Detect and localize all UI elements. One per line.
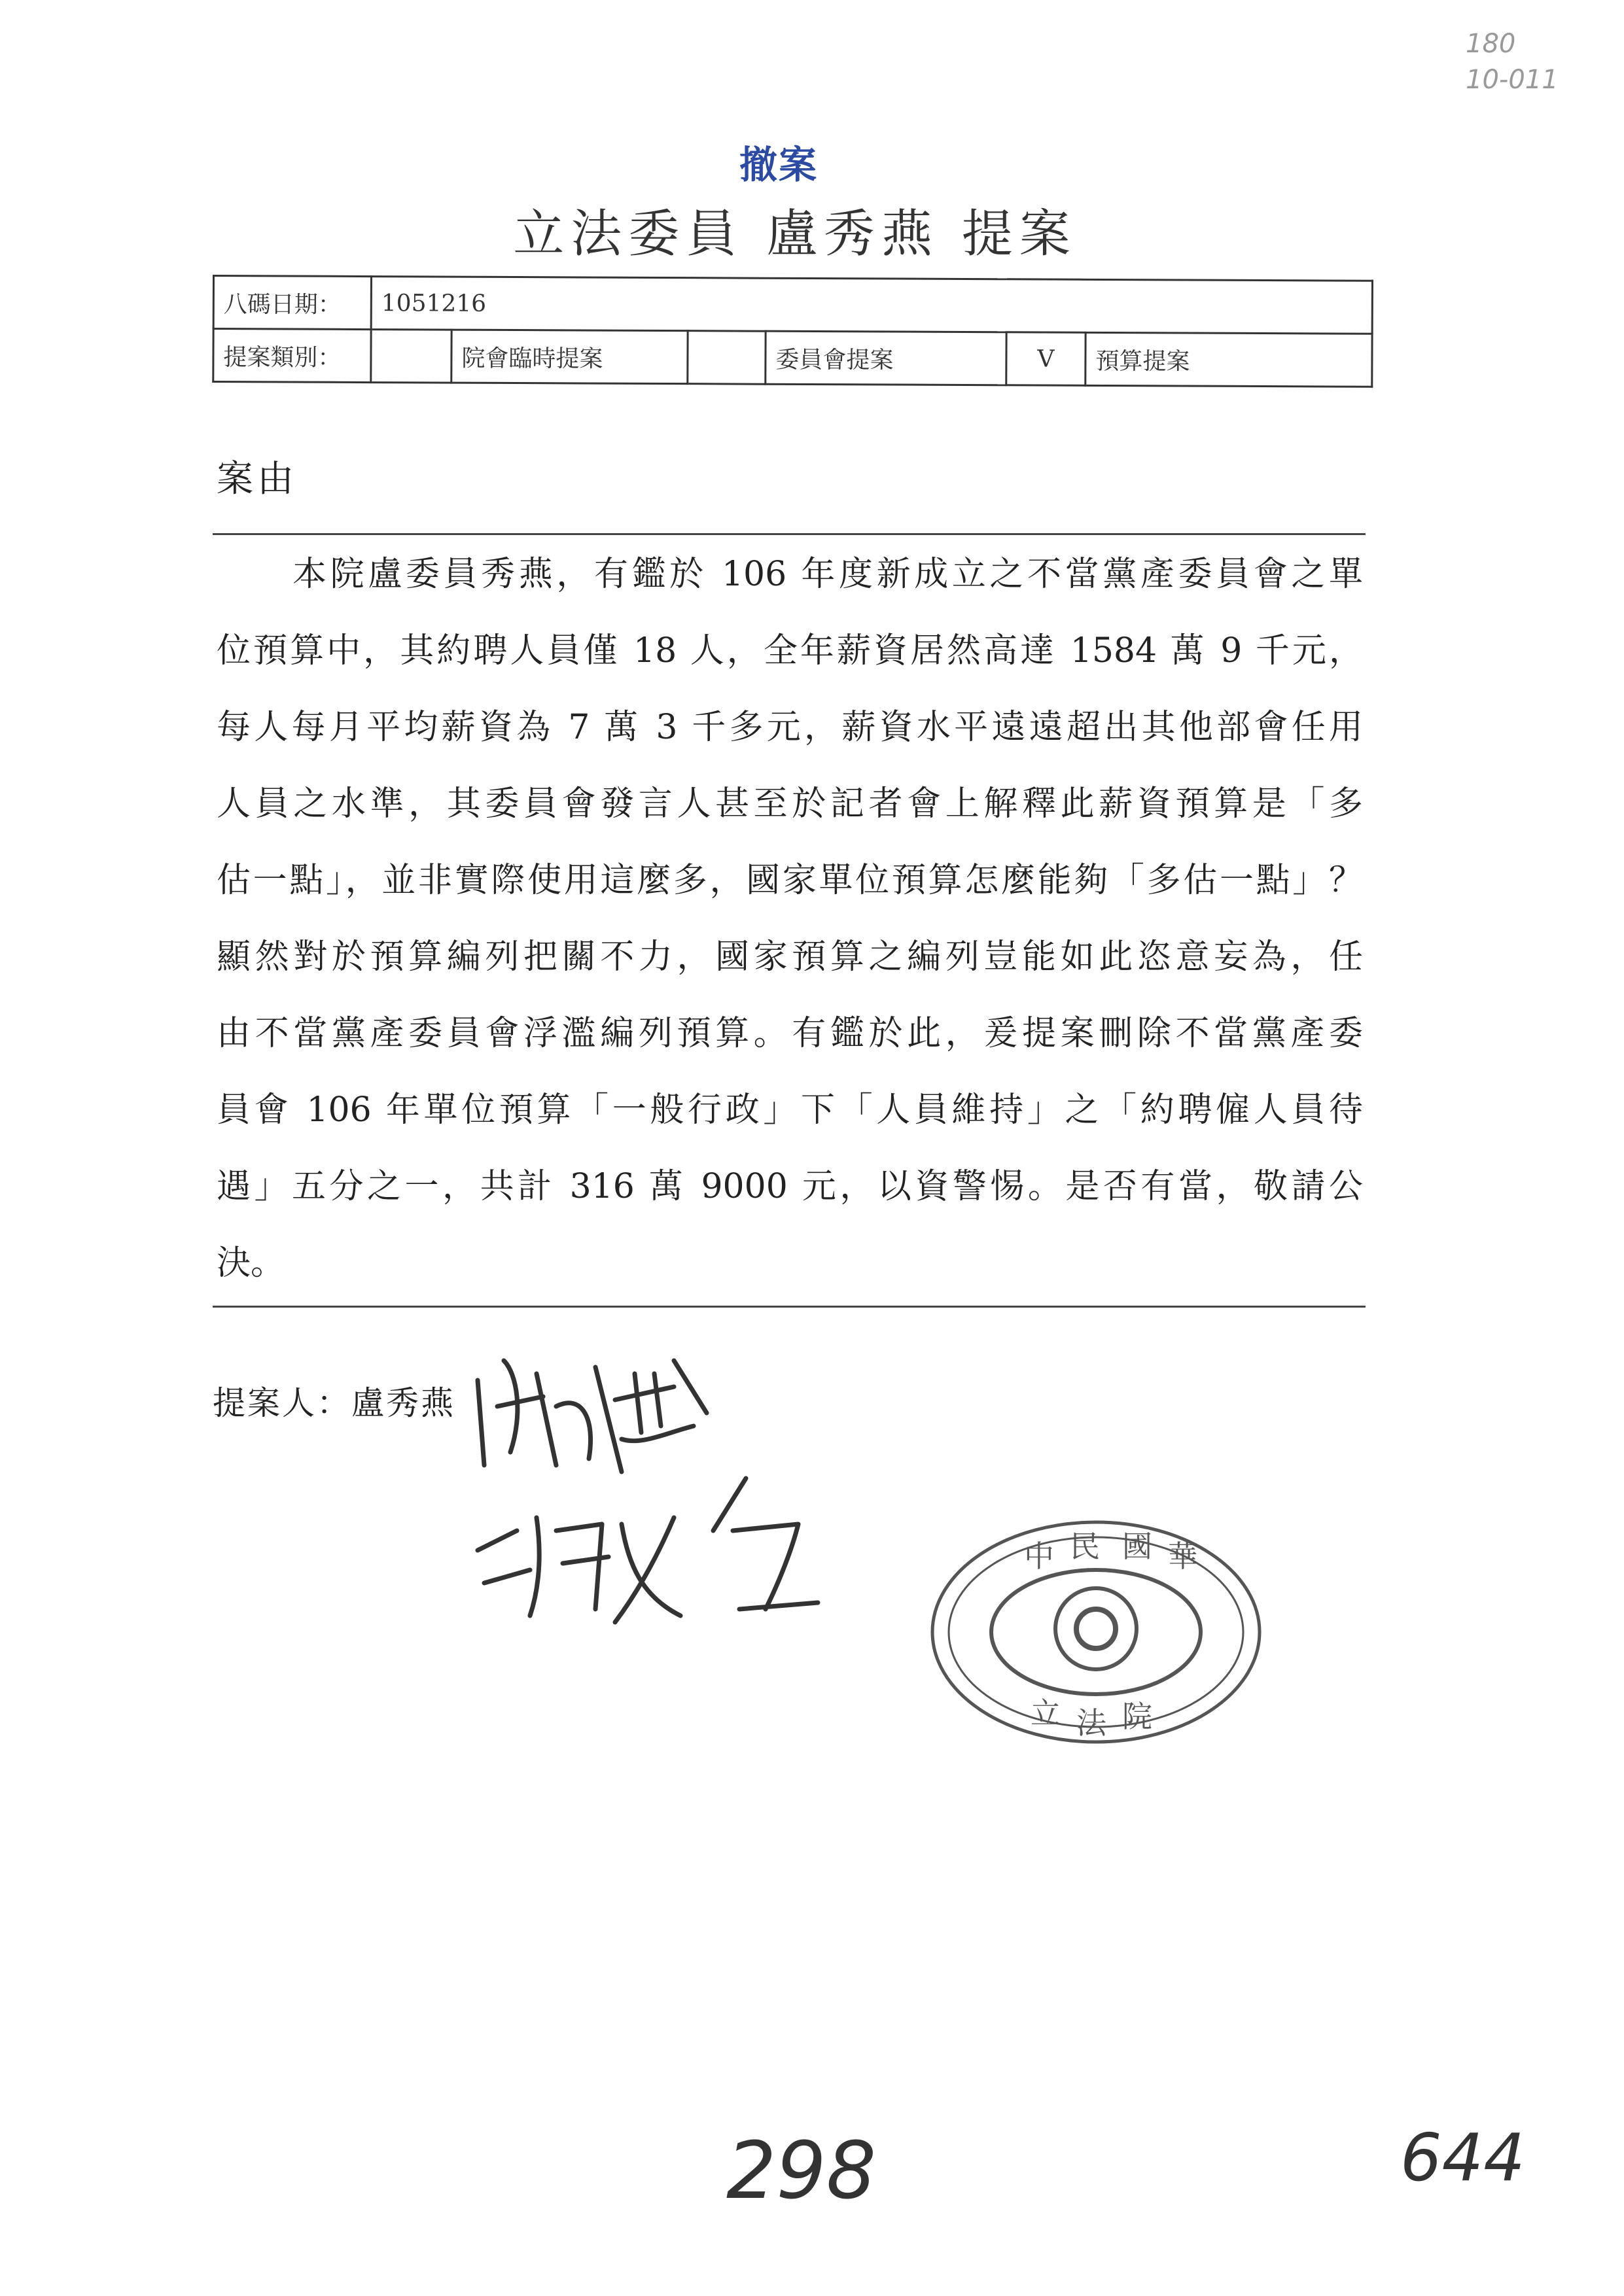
body-line: 人員之水準，其委員會發言人甚至於記者會上解釋此薪資預算是「多 [217, 784, 1363, 824]
date-value: 1051216 [371, 277, 1372, 334]
handwritten-page-number: 298 [726, 2126, 877, 2217]
section-heading: 案由 [217, 458, 298, 500]
body-line: 遇」五分之一，共計 316 萬 9000 元，以資警惕。是否有當，敬請公 [217, 1167, 1363, 1206]
svg-text:立: 立 [1031, 1696, 1061, 1731]
option-mark [371, 330, 451, 383]
divider [213, 533, 1366, 535]
svg-text:法: 法 [1076, 1705, 1106, 1741]
date-row [213, 276, 1372, 334]
handwritten-signatures [458, 1334, 916, 1648]
proposer: 提案人：盧秀燕 [213, 1384, 455, 1422]
divider [213, 1306, 1366, 1308]
body-line: 員會 106 年單位預算「一般行政」下「人員維持」之「約聘僱人員待 [217, 1090, 1363, 1130]
corner-handwritten-note [1466, 26, 1559, 98]
proposal-meta-table [212, 275, 1373, 388]
option-label: 預算提案 [1086, 332, 1372, 387]
official-seal [926, 1511, 1266, 1753]
option-label: 委員會提案 [766, 331, 1006, 385]
type-row [213, 329, 1372, 387]
corner-note-2: 10-011 [1466, 65, 1559, 95]
body-line: 每人每月平均薪資為 7 萬 3 千多元，薪資水平遠遠超出其他部會任用 [217, 708, 1363, 747]
corner-note-1: 180 [1466, 29, 1516, 59]
handwritten-sheet-number: 644 [1400, 2119, 1525, 2196]
svg-text:華: 華 [1168, 1539, 1198, 1574]
option-mark [688, 331, 766, 385]
body-line: 估一點」，並非實際使用這麼多，國家單位預算怎麼能夠「多估一點」？ [217, 861, 1363, 900]
page-title: 立法委員 盧秀燕 提案 [513, 205, 1077, 264]
body-line: 由不當黨產委員會浮濫編列預算。有鑑於此，爰提案刪除不當黨產委 [217, 1014, 1363, 1053]
type-label: 提案類別： [213, 329, 371, 383]
svg-text:國: 國 [1122, 1529, 1152, 1564]
option-label: 院會臨時提案 [451, 330, 688, 384]
option-mark-selected: V [1006, 332, 1086, 386]
body-line: 位預算中，其約聘人員僅 18 人，全年薪資居然高達 1584 萬 9 千元， [217, 631, 1363, 670]
svg-text:民: 民 [1070, 1529, 1100, 1564]
date-label: 八碼日期： [213, 276, 371, 330]
svg-text:院: 院 [1122, 1699, 1152, 1734]
body-line: 本院盧委員秀燕，有鑑於 106 年度新成立之不當黨產委員會之單 [292, 555, 1363, 594]
body-line: 顯然對於預算編列把關不力，國家預算之編列豈能如此恣意妄為，任 [217, 937, 1363, 977]
svg-text:中: 中 [1024, 1539, 1054, 1574]
case-body [217, 555, 1363, 1320]
body-line: 決。 [217, 1244, 285, 1283]
withdrawn-stamp: 撤案 [739, 143, 818, 187]
